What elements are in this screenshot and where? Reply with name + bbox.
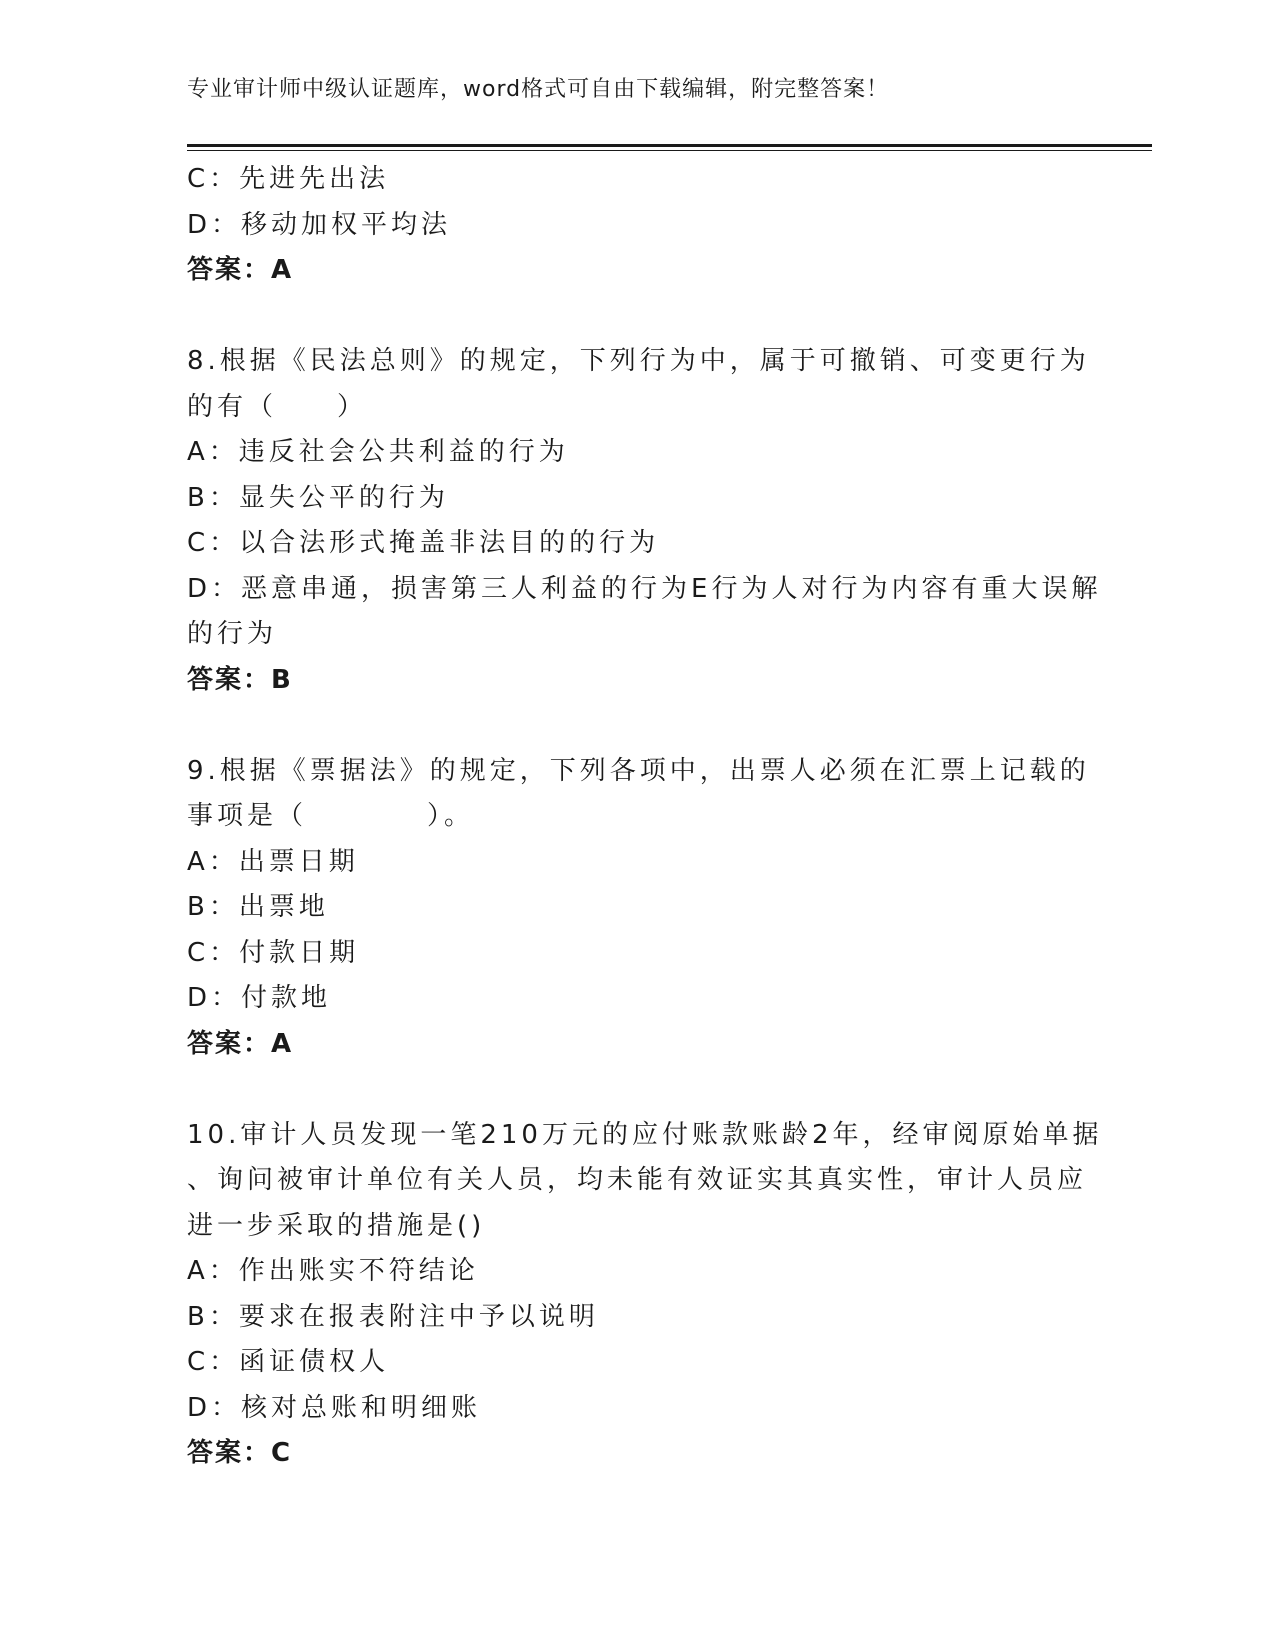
prev-question-block <box>187 157 1087 294</box>
option-line: D：核对总账和明细账 <box>187 1392 482 1423</box>
header-rule-thick <box>187 144 1152 147</box>
answer-line: 答案：C <box>187 1438 293 1468</box>
option-line: C：先进先出法 <box>187 164 390 194</box>
option-line: B：要求在报表附注中予以说明 <box>187 1301 599 1332</box>
question-block-10 <box>187 1113 1103 1477</box>
option-line: A：违反社会公共利益的行为 <box>187 437 569 467</box>
header-rule-thin <box>187 150 1152 151</box>
answer-line: 答案：B <box>187 664 293 695</box>
option-line: B：出票地 <box>187 892 329 922</box>
option-line: D：恶意串通，损害第三人利益的行为E行为人对行为内容有重大误解 <box>187 573 1102 604</box>
option-line: 的行为 <box>187 619 278 649</box>
question-stem-line: 事项是（ ）。 <box>187 801 475 831</box>
option-line: B：显失公平的行为 <box>187 482 449 513</box>
question-stem-line: 进一步采取的措施是() <box>187 1210 486 1241</box>
block-gap <box>187 1067 1087 1113</box>
document-body <box>187 157 1103 1477</box>
answer-line: 答案：A <box>187 1028 294 1059</box>
option-line: D：移动加权平均法 <box>187 209 452 240</box>
question-stem-line: 9.根据《票据法》的规定，下列各项中，出票人必须在汇票上记载的 <box>187 755 1090 786</box>
question-block-9 <box>187 749 1090 1068</box>
question-stem-line: 8.根据《民法总则》的规定，下列行为中，属于可撤销、可变更行为 <box>187 346 1090 376</box>
option-line: C：以合法形式掩盖非法目的的行为 <box>187 528 660 558</box>
page-header: 专业审计师中级认证题库，word格式可自由下载编辑，附完整答案！ <box>187 77 890 102</box>
question-stem-line: 10.审计人员发现一笔210万元的应付账款账龄2年，经审阅原始单据 <box>187 1119 1103 1150</box>
option-line: C：函证债权人 <box>187 1347 390 1377</box>
option-line: A：作出账实不符结论 <box>187 1256 479 1286</box>
question-stem-line: 的有（ ） <box>187 391 368 422</box>
block-gap <box>187 703 1087 749</box>
answer-line: 答案：A <box>187 255 294 285</box>
block-gap <box>187 294 1087 340</box>
option-line: D：付款地 <box>187 983 332 1013</box>
option-line: A：出票日期 <box>187 846 359 877</box>
option-line: C：付款日期 <box>187 937 360 968</box>
question-block-8 <box>187 339 1102 703</box>
question-stem-line: 、询问被审计单位有关人员，均未能有效证实其真实性，审计人员应 <box>187 1165 1088 1195</box>
